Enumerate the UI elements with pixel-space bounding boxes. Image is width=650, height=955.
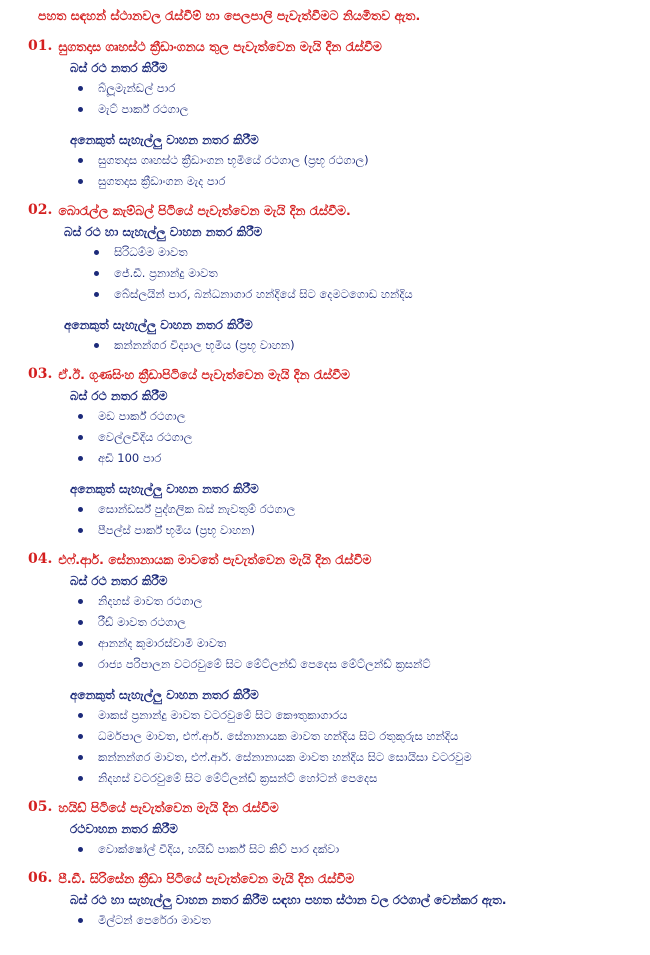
section-number: 05.: [28, 799, 53, 815]
section-title: හයිඩ් පිටියේ පැවැත්වෙන මැයි දින රැස්වීම: [58, 800, 279, 815]
location-item: මැට් පාර්ක් රථගාල: [70, 99, 636, 120]
location-item: පීපල්ස් පාර්ක් භූමිය (ප්‍රභූ වාහන): [70, 520, 636, 541]
parking-group: [64, 315, 636, 356]
group-title: අනෙකුත් සැහැල්ලු වාහන නතර කිරීම: [70, 133, 259, 147]
location-item: මඩ පාර්ක් රථගාල: [70, 406, 636, 427]
location-list: [64, 499, 636, 541]
location-item: කන්නන්ගර මාවත, එෆ්.ආර්. සේනානායක මාවත හන්දිය සිට සොයිසා වටරවුම: [70, 747, 636, 768]
location-list: [64, 335, 636, 356]
location-item: මාකස් ප්‍රනාන්දු මාවත වටරවුමේ සිට කෞතුකාගාරය: [70, 705, 636, 726]
group-title: බස් රථ නතර කිරීම: [70, 389, 168, 403]
intro-text: පහත සඳහන් ස්ථානවල රැස්වීම් හා පෙලපාලි පැවැත්වීමට නියමිතව ඇත.: [38, 8, 421, 23]
location-item: වෙල්ලවීදිය රථගාල: [70, 427, 636, 448]
location-item: බේස්ලයින් පාර, බන්ධනාගාර හන්දියේ සිට දෙමටගොඩ හන්දිය: [86, 284, 636, 305]
location-item: නිදහස් මාවත රථගාල: [70, 591, 636, 612]
group-title: අනෙකුත් සැහැල්ලු වාහන නතර කිරීම: [70, 482, 259, 496]
section-number: 01.: [28, 38, 53, 54]
location-list: [64, 705, 636, 789]
group-title: බස් රථ නතර කිරීම: [70, 61, 168, 75]
section-number: 04.: [28, 551, 53, 567]
location-item: මිල්ටන් පෙරේරා මාවත: [70, 910, 636, 931]
location-item: රාජ්‍ය පරිපාලන වටරවුමේ සිට මේට්ලන්ඩ් පෙදෙස මේට්ලන්ඩ් ක්‍රසන්ට්: [70, 654, 636, 675]
section-title: එෆ්.ආර්. සේනානායක මාවතේ පැවැත්වෙන මැයි දින රැස්වීම: [58, 552, 372, 567]
section-title: ඒ.ඊ. ගුණසිංහ ක්‍රීඩාපිටියේ පැවැත්වෙන මැයි දින රැස්වීම: [58, 367, 351, 382]
section-number: 06.: [28, 870, 53, 886]
location-item: බ්ලූමැන්ඩල් පාර: [70, 78, 636, 99]
section-heading: [28, 364, 636, 385]
location-item: වොක්ෂෝල් වීදිය, හයිඩ් පාර්ක් සිට කිව් පාර දක්වා: [70, 839, 636, 860]
group-title: බස් රථ නතර කිරීම: [70, 574, 168, 588]
location-item: ජේ.ඩී. ප්‍රනාන්දු මාවත: [86, 263, 636, 284]
location-item: ආනන්ද කුමාරස්වාමි මාවත: [70, 633, 636, 654]
section-heading: [28, 200, 636, 221]
group-title: අනෙකුත් සැහැල්ලු වාහන නතර කිරීම: [70, 688, 259, 702]
section-01: [28, 36, 636, 192]
parking-group: [64, 571, 636, 675]
parking-group: [64, 386, 636, 469]
section-03: [28, 364, 636, 541]
section-06: [28, 868, 636, 931]
location-list: [64, 78, 636, 120]
group-title: බස් රථ හා සැහැල්ලු වාහන නතර කිරීම: [64, 225, 263, 239]
section-title: සුගතදාස ගෘහස්ථ ක්‍රීඩාංගනය තුල පැවැත්වෙන මැයි දින රැස්වීම: [58, 39, 382, 54]
section-heading: [28, 868, 636, 889]
group-title: බස් රථ හා සැහැල්ලු වාහන නතර කිරීම සඳහා පහත ස්ථාන වල රථගාල් වෙන්කර ඇත.: [70, 893, 507, 907]
location-list: [64, 406, 636, 469]
parking-group: [64, 479, 636, 541]
location-item: සුගතදාස ගෘහස්ථ ක්‍රීඩාංගන භූමියේ රථගාල (ප්‍රභූ රථගාල): [70, 150, 636, 171]
location-item: අඩි 100 පාර: [70, 448, 636, 469]
section-number: 03.: [28, 366, 53, 382]
group-title: අනෙකුත් සැහැල්ලු වාහන නතර කිරීම: [64, 318, 253, 332]
location-list: [64, 839, 636, 860]
location-item: සුගතදාස ක්‍රීඩාංගන මැද පාර: [70, 171, 636, 192]
location-item: රීඩ් මාවත රථගාල: [70, 612, 636, 633]
location-item: සොන්ඩර්ස් පුද්ගලික බස් නැවතුම් රථගාල: [70, 499, 636, 520]
section-number: 02.: [28, 202, 53, 218]
section-title: පී.ඩී. සිරිසේන ක්‍රීඩා පිටියේ පැවැත්වෙන මැයි දින රැස්වීම: [58, 871, 355, 886]
section-04: [28, 549, 636, 789]
section-heading: [28, 36, 636, 57]
group-title: රථවාහන නතර කිරීම: [70, 822, 178, 836]
location-item: ධර්මපාල මාවත, එෆ්.ආර්. සේනානායක මාවත හන්දිය සිට රතුකුරුස හන්දිය: [70, 726, 636, 747]
parking-group: [64, 685, 636, 789]
section-heading: [28, 549, 636, 570]
section-02: [28, 200, 636, 356]
parking-group: [64, 58, 636, 120]
parking-group: [64, 890, 636, 931]
location-list: [64, 910, 636, 931]
location-item: කන්නන්ගර විද්‍යාල භූමිය (ප්‍රභූ වාහන): [86, 335, 636, 356]
location-item: නිදහස් වටරවුමේ සිට මේට්ලන්ඩ් ක්‍රසන්ට් හෝටන් පෙදෙස: [70, 768, 636, 789]
parking-group: [64, 130, 636, 192]
location-item: සිරිධම්ම මාවත: [86, 242, 636, 263]
location-list: [64, 242, 636, 305]
location-list: [64, 591, 636, 675]
section-heading: [28, 797, 636, 818]
parking-group: [64, 222, 636, 305]
section-05: [28, 797, 636, 860]
parking-group: [64, 819, 636, 860]
section-title: බොරැල්ල කැම්බල් පිටියේ පැවැත්වෙන මැයි දින රැස්වීම.: [58, 203, 351, 218]
location-list: [64, 150, 636, 192]
